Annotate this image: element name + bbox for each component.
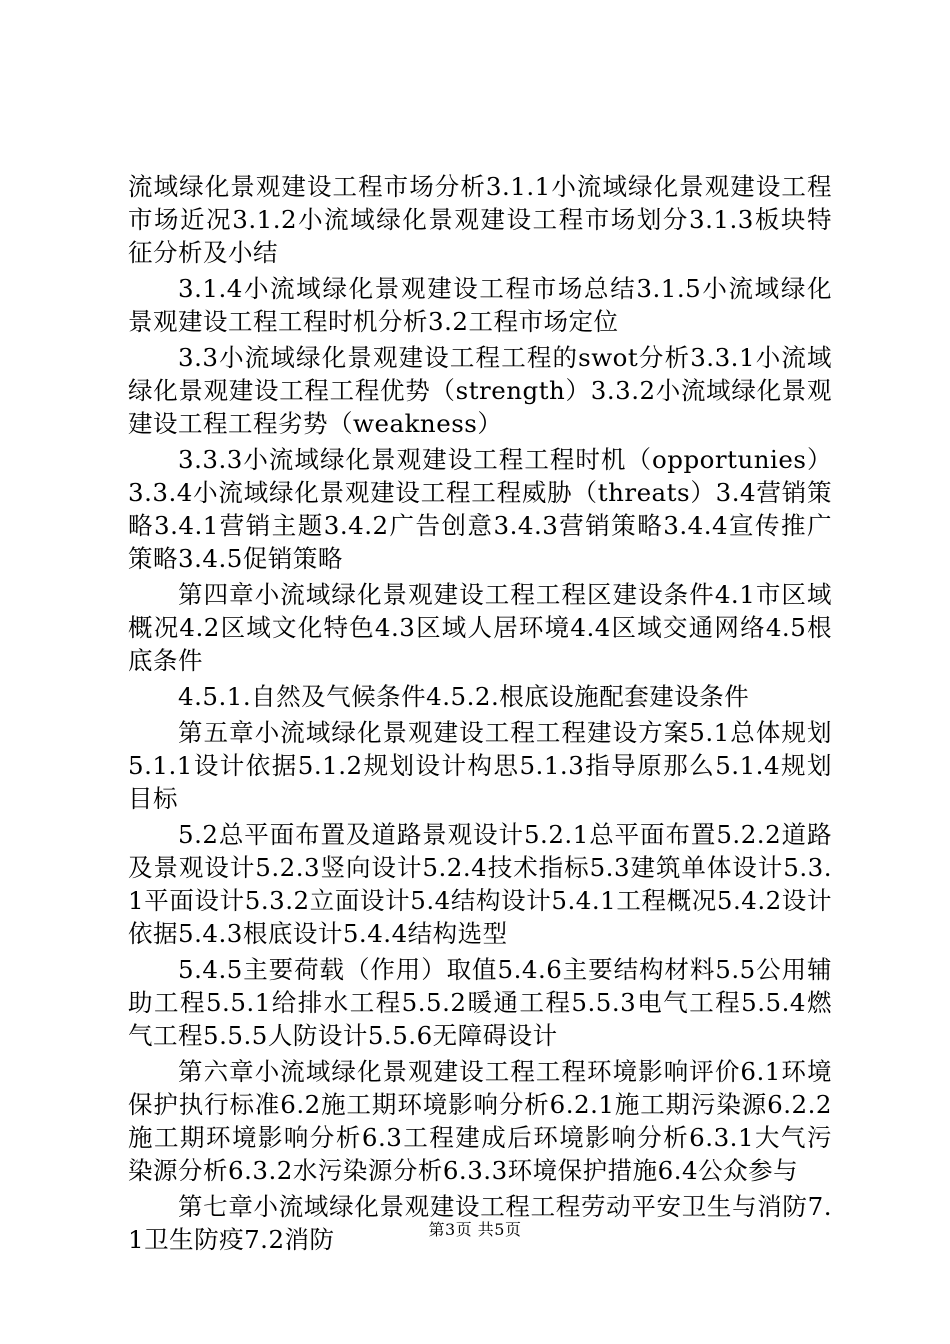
paragraph-load-utilities: 5.4.5主要荷载（作用）取值5.4.6主要结构材料5.5公用辅助工程5.5.1给排水工程5.5.2暖通工程5.5.3电气工程5.5.4燃气工程5.5.5人防设计5.5.6无障碍设计 <box>128 955 832 1050</box>
paragraph-chapter-6: 第六章小流域绿化景观建设工程工程环境影响评价6.1环境保护执行标准6.2施工期环境影响分析6.2.1施工期污染源6.2.2施工期环境影响分析6.3工程建成后环境影响分析6.3.1大气污染源分析6.3.2水污染源分析6.3.3环境保护措施6.4公众参与 <box>128 1057 832 1185</box>
paragraph-market-summary: 3.1.4小流域绿化景观建设工程市场总结3.1.5小流域绿化景观建设工程工程时机分析3.2工程市场定位 <box>128 274 832 336</box>
paragraph-market-analysis: 流域绿化景观建设工程市场分析3.1.1小流域绿化景观建设工程市场近况3.1.2小流域绿化景观建设工程市场划分3.1.3板块特征分析及小结 <box>128 172 832 267</box>
document-body <box>128 170 832 1259</box>
paragraph-layout-design: 5.2总平面布置及道路景观设计5.2.1总平面布置5.2.2道路及景观设计5.2.3竖向设计5.2.4技术指标5.3建筑单体设计5.3.1平面设计5.3.2立面设计5.4结构设计5.4.1工程概况5.4.2设计依据5.4.3根底设计5.4.4结构选型 <box>128 820 832 948</box>
paragraph-chapter-4: 第四章小流域绿化景观建设工程工程区建设条件4.1市区域概况4.2区域文化特色4.3区域人居环境4.4区域交通网络4.5根底条件 <box>128 580 832 675</box>
paragraph-swot-analysis: 3.3小流域绿化景观建设工程工程的swot分析3.3.1小流域绿化景观建设工程工程优势（strength）3.3.2小流域绿化景观建设工程工程劣势（weakness） <box>128 343 832 438</box>
paragraph-chapter-7: 第七章小流域绿化景观建设工程工程劳动平安卫生与消防7.1卫生防疫7.2消防 <box>128 1192 832 1254</box>
paragraph-chapter-5: 第五章小流域绿化景观建设工程工程建设方案5.1总体规划5.1.1设计依据5.1.2规划设计构思5.1.3指导原那么5.1.4规划目标 <box>128 718 832 813</box>
paragraph-conditions: 4.5.1.自然及气候条件4.5.2.根底设施配套建设条件 <box>178 682 750 711</box>
paragraph-opportunities-marketing: 3.3.3小流域绿化景观建设工程工程时机（opportunies）3.3.4小流域绿化景观建设工程工程威胁（threats）3.4营销策略3.4.1营销主题3.4.2广告创意3.4.3营销策略3.4.4宣传推广策略3.4.5促销策略 <box>128 445 832 573</box>
page-number-footer: 第3页 共5页 <box>428 1220 522 1239</box>
